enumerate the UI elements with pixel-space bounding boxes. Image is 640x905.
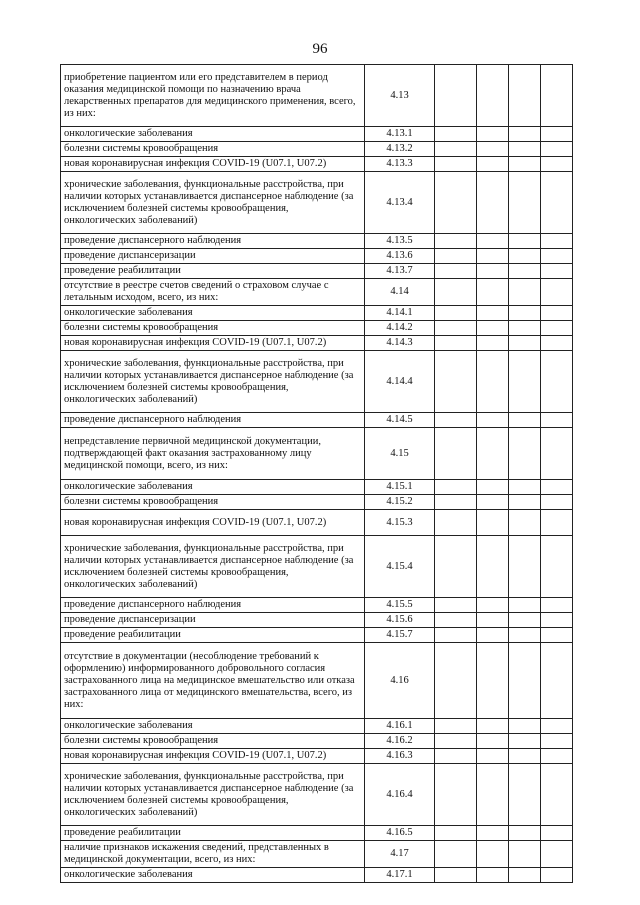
empty-value-cell bbox=[435, 157, 477, 172]
row-code: 4.16.3 bbox=[365, 749, 435, 764]
table-row bbox=[61, 321, 573, 336]
table-row bbox=[61, 719, 573, 734]
table-row bbox=[61, 428, 573, 480]
empty-value-cell bbox=[435, 495, 477, 510]
empty-value-cell bbox=[435, 279, 477, 306]
row-indicator-name: онкологические заболевания bbox=[61, 480, 365, 495]
page-number: 96 bbox=[312, 41, 328, 57]
row-code: 4.15 bbox=[365, 428, 435, 480]
table-row bbox=[61, 413, 573, 428]
empty-value-cell bbox=[509, 495, 541, 510]
empty-value-cell bbox=[509, 306, 541, 321]
empty-value-cell bbox=[477, 142, 509, 157]
row-indicator-name: онкологические заболевания bbox=[61, 868, 365, 883]
empty-value-cell bbox=[435, 734, 477, 749]
row-indicator-name: хронические заболевания, функциональные расстройства, при наличии которых устанавливается диспансерное наблюдение (за исключением болезней системы кровообращения, онкологических заболеваний) bbox=[61, 172, 365, 234]
row-indicator-name: болезни системы кровообращения bbox=[61, 321, 365, 336]
empty-value-cell bbox=[541, 142, 573, 157]
row-code: 4.13.7 bbox=[365, 264, 435, 279]
row-code: 4.15.1 bbox=[365, 480, 435, 495]
empty-value-cell bbox=[477, 480, 509, 495]
empty-value-cell bbox=[509, 351, 541, 413]
table-row bbox=[61, 157, 573, 172]
table-row bbox=[61, 480, 573, 495]
empty-value-cell bbox=[477, 628, 509, 643]
row-indicator-name: новая коронавирусная инфекция COVID-19 (U07.1, U07.2) bbox=[61, 336, 365, 351]
table-row bbox=[61, 336, 573, 351]
row-code: 4.13.1 bbox=[365, 127, 435, 142]
empty-value-cell bbox=[541, 336, 573, 351]
table-row bbox=[61, 868, 573, 883]
empty-value-cell bbox=[509, 598, 541, 613]
row-code: 4.13.5 bbox=[365, 234, 435, 249]
empty-value-cell bbox=[541, 764, 573, 826]
empty-value-cell bbox=[509, 321, 541, 336]
empty-value-cell bbox=[477, 234, 509, 249]
row-code: 4.17 bbox=[365, 841, 435, 868]
row-code: 4.14.5 bbox=[365, 413, 435, 428]
empty-value-cell bbox=[477, 734, 509, 749]
empty-value-cell bbox=[477, 279, 509, 306]
table-row bbox=[61, 613, 573, 628]
row-indicator-name: отсутствие в реестре счетов сведений о страховом случае с летальным исходом, всего, из них: bbox=[61, 279, 365, 306]
row-indicator-name: болезни системы кровообращения bbox=[61, 142, 365, 157]
row-indicator-name: приобретение пациентом или его представителем в период оказания медицинской помощи по назначению врача лекарственных препаратов для медицинского применения, всего, из них: bbox=[61, 65, 365, 127]
table-row bbox=[61, 249, 573, 264]
empty-value-cell bbox=[541, 719, 573, 734]
row-code: 4.13 bbox=[365, 65, 435, 127]
empty-value-cell bbox=[541, 306, 573, 321]
row-code: 4.15.2 bbox=[365, 495, 435, 510]
empty-value-cell bbox=[541, 536, 573, 598]
row-code: 4.16.4 bbox=[365, 764, 435, 826]
empty-value-cell bbox=[435, 764, 477, 826]
row-indicator-name: хронические заболевания, функциональные расстройства, при наличии которых устанавливается диспансерное наблюдение (за исключением болезней системы кровообращения, онкологических заболеваний) bbox=[61, 536, 365, 598]
row-code: 4.16.2 bbox=[365, 734, 435, 749]
empty-value-cell bbox=[541, 172, 573, 234]
empty-value-cell bbox=[435, 598, 477, 613]
empty-value-cell bbox=[509, 826, 541, 841]
empty-value-cell bbox=[477, 157, 509, 172]
empty-value-cell bbox=[541, 65, 573, 127]
table-row bbox=[61, 351, 573, 413]
empty-value-cell bbox=[541, 279, 573, 306]
empty-value-cell bbox=[509, 510, 541, 536]
empty-value-cell bbox=[477, 172, 509, 234]
table-row bbox=[61, 264, 573, 279]
empty-value-cell bbox=[435, 510, 477, 536]
empty-value-cell bbox=[477, 719, 509, 734]
empty-value-cell bbox=[435, 65, 477, 127]
row-indicator-name: проведение реабилитации bbox=[61, 826, 365, 841]
table-row bbox=[61, 826, 573, 841]
table-row bbox=[61, 495, 573, 510]
row-code: 4.14.1 bbox=[365, 306, 435, 321]
empty-value-cell bbox=[541, 127, 573, 142]
row-code: 4.15.7 bbox=[365, 628, 435, 643]
row-indicator-name: проведение диспансеризации bbox=[61, 249, 365, 264]
empty-value-cell bbox=[477, 264, 509, 279]
empty-value-cell bbox=[435, 428, 477, 480]
row-code: 4.14.2 bbox=[365, 321, 435, 336]
empty-value-cell bbox=[477, 249, 509, 264]
row-indicator-name: хронические заболевания, функциональные расстройства, при наличии которых устанавливается диспансерное наблюдение (за исключением болезней системы кровообращения, онкологических заболеваний) bbox=[61, 764, 365, 826]
empty-value-cell bbox=[477, 351, 509, 413]
row-indicator-name: новая коронавирусная инфекция COVID-19 (U07.1, U07.2) bbox=[61, 749, 365, 764]
empty-value-cell bbox=[509, 157, 541, 172]
empty-value-cell bbox=[541, 480, 573, 495]
row-code: 4.17.1 bbox=[365, 868, 435, 883]
empty-value-cell bbox=[435, 536, 477, 598]
empty-value-cell bbox=[435, 351, 477, 413]
row-indicator-name: болезни системы кровообращения bbox=[61, 495, 365, 510]
empty-value-cell bbox=[477, 127, 509, 142]
empty-value-cell bbox=[435, 749, 477, 764]
empty-value-cell bbox=[477, 764, 509, 826]
row-code: 4.15.3 bbox=[365, 510, 435, 536]
empty-value-cell bbox=[509, 643, 541, 719]
row-indicator-name: непредставление первичной медицинской документации, подтверждающей факт оказания застрахованному лицу медицинской помощи, всего, из них: bbox=[61, 428, 365, 480]
table-row bbox=[61, 536, 573, 598]
empty-value-cell bbox=[541, 495, 573, 510]
empty-value-cell bbox=[477, 306, 509, 321]
table-row bbox=[61, 65, 573, 127]
empty-value-cell bbox=[435, 249, 477, 264]
empty-value-cell bbox=[435, 234, 477, 249]
empty-value-cell bbox=[541, 249, 573, 264]
empty-value-cell bbox=[541, 826, 573, 841]
empty-value-cell bbox=[477, 510, 509, 536]
empty-value-cell bbox=[477, 65, 509, 127]
row-indicator-name: наличие признаков искажения сведений, представленных в медицинской документации, всего, из них: bbox=[61, 841, 365, 868]
empty-value-cell bbox=[541, 643, 573, 719]
empty-value-cell bbox=[509, 734, 541, 749]
row-indicator-name: проведение диспансерного наблюдения bbox=[61, 234, 365, 249]
empty-value-cell bbox=[509, 234, 541, 249]
table-row bbox=[61, 142, 573, 157]
row-indicator-name: проведение реабилитации bbox=[61, 264, 365, 279]
empty-value-cell bbox=[509, 613, 541, 628]
empty-value-cell bbox=[541, 613, 573, 628]
empty-value-cell bbox=[541, 321, 573, 336]
empty-value-cell bbox=[509, 249, 541, 264]
empty-value-cell bbox=[477, 841, 509, 868]
empty-value-cell bbox=[477, 428, 509, 480]
empty-value-cell bbox=[509, 841, 541, 868]
row-code: 4.13.3 bbox=[365, 157, 435, 172]
empty-value-cell bbox=[509, 127, 541, 142]
table-row bbox=[61, 764, 573, 826]
table-row bbox=[61, 510, 573, 536]
row-indicator-name: онкологические заболевания bbox=[61, 306, 365, 321]
empty-value-cell bbox=[477, 495, 509, 510]
report-table-body bbox=[61, 65, 573, 883]
row-code: 4.14 bbox=[365, 279, 435, 306]
empty-value-cell bbox=[435, 826, 477, 841]
empty-value-cell bbox=[477, 598, 509, 613]
empty-value-cell bbox=[435, 868, 477, 883]
empty-value-cell bbox=[509, 264, 541, 279]
empty-value-cell bbox=[435, 172, 477, 234]
empty-value-cell bbox=[435, 264, 477, 279]
empty-value-cell bbox=[541, 749, 573, 764]
empty-value-cell bbox=[541, 157, 573, 172]
row-code: 4.15.5 bbox=[365, 598, 435, 613]
empty-value-cell bbox=[509, 336, 541, 351]
report-table bbox=[60, 64, 573, 883]
empty-value-cell bbox=[509, 764, 541, 826]
row-indicator-name: проведение реабилитации bbox=[61, 628, 365, 643]
row-code: 4.14.4 bbox=[365, 351, 435, 413]
row-indicator-name: новая коронавирусная инфекция COVID-19 (U07.1, U07.2) bbox=[61, 510, 365, 536]
empty-value-cell bbox=[509, 749, 541, 764]
row-code: 4.16 bbox=[365, 643, 435, 719]
row-code: 4.16.1 bbox=[365, 719, 435, 734]
row-indicator-name: новая коронавирусная инфекция COVID-19 (U07.1, U07.2) bbox=[61, 157, 365, 172]
empty-value-cell bbox=[477, 749, 509, 764]
empty-value-cell bbox=[509, 279, 541, 306]
empty-value-cell bbox=[541, 351, 573, 413]
row-indicator-name: проведение диспансеризации bbox=[61, 613, 365, 628]
empty-value-cell bbox=[509, 480, 541, 495]
table-row bbox=[61, 841, 573, 868]
empty-value-cell bbox=[435, 336, 477, 351]
empty-value-cell bbox=[435, 613, 477, 628]
row-indicator-name: онкологические заболевания bbox=[61, 127, 365, 142]
empty-value-cell bbox=[435, 142, 477, 157]
empty-value-cell bbox=[541, 264, 573, 279]
empty-value-cell bbox=[509, 868, 541, 883]
row-code: 4.16.5 bbox=[365, 826, 435, 841]
empty-value-cell bbox=[541, 841, 573, 868]
table-row bbox=[61, 734, 573, 749]
empty-value-cell bbox=[509, 719, 541, 734]
row-code: 4.13.4 bbox=[365, 172, 435, 234]
empty-value-cell bbox=[435, 719, 477, 734]
row-indicator-name: проведение диспансерного наблюдения bbox=[61, 413, 365, 428]
empty-value-cell bbox=[541, 234, 573, 249]
row-code: 4.14.3 bbox=[365, 336, 435, 351]
empty-value-cell bbox=[541, 734, 573, 749]
empty-value-cell bbox=[477, 613, 509, 628]
empty-value-cell bbox=[477, 321, 509, 336]
empty-value-cell bbox=[477, 868, 509, 883]
empty-value-cell bbox=[435, 306, 477, 321]
table-row bbox=[61, 279, 573, 306]
table-row bbox=[61, 234, 573, 249]
empty-value-cell bbox=[435, 841, 477, 868]
empty-value-cell bbox=[541, 428, 573, 480]
row-code: 4.15.6 bbox=[365, 613, 435, 628]
empty-value-cell bbox=[541, 598, 573, 613]
empty-value-cell bbox=[509, 413, 541, 428]
empty-value-cell bbox=[477, 826, 509, 841]
empty-value-cell bbox=[541, 510, 573, 536]
empty-value-cell bbox=[435, 321, 477, 336]
empty-value-cell bbox=[509, 172, 541, 234]
empty-value-cell bbox=[435, 480, 477, 495]
empty-value-cell bbox=[509, 428, 541, 480]
empty-value-cell bbox=[509, 65, 541, 127]
row-code: 4.13.6 bbox=[365, 249, 435, 264]
table-row bbox=[61, 172, 573, 234]
row-indicator-name: онкологические заболевания bbox=[61, 719, 365, 734]
row-indicator-name: отсутствие в документации (несоблюдение требований к оформлению) информированного добровольного согласия застрахованного лица на медицинское вмешательство или отказа застрахованного лица от медицинского вмешательства, всего, из них: bbox=[61, 643, 365, 719]
table-row bbox=[61, 749, 573, 764]
empty-value-cell bbox=[435, 643, 477, 719]
empty-value-cell bbox=[541, 413, 573, 428]
empty-value-cell bbox=[541, 868, 573, 883]
table-row bbox=[61, 628, 573, 643]
table-row bbox=[61, 306, 573, 321]
empty-value-cell bbox=[477, 336, 509, 351]
table-row bbox=[61, 598, 573, 613]
row-code: 4.15.4 bbox=[365, 536, 435, 598]
empty-value-cell bbox=[509, 142, 541, 157]
empty-value-cell bbox=[509, 628, 541, 643]
row-code: 4.13.2 bbox=[365, 142, 435, 157]
row-indicator-name: болезни системы кровообращения bbox=[61, 734, 365, 749]
row-indicator-name: проведение диспансерного наблюдения bbox=[61, 598, 365, 613]
row-indicator-name: хронические заболевания, функциональные расстройства, при наличии которых устанавливается диспансерное наблюдение (за исключением болезней системы кровообращения, онкологических заболеваний) bbox=[61, 351, 365, 413]
table-row bbox=[61, 643, 573, 719]
empty-value-cell bbox=[509, 536, 541, 598]
table-row bbox=[61, 127, 573, 142]
empty-value-cell bbox=[541, 628, 573, 643]
empty-value-cell bbox=[435, 127, 477, 142]
empty-value-cell bbox=[477, 413, 509, 428]
empty-value-cell bbox=[435, 413, 477, 428]
empty-value-cell bbox=[477, 643, 509, 719]
empty-value-cell bbox=[435, 628, 477, 643]
empty-value-cell bbox=[477, 536, 509, 598]
